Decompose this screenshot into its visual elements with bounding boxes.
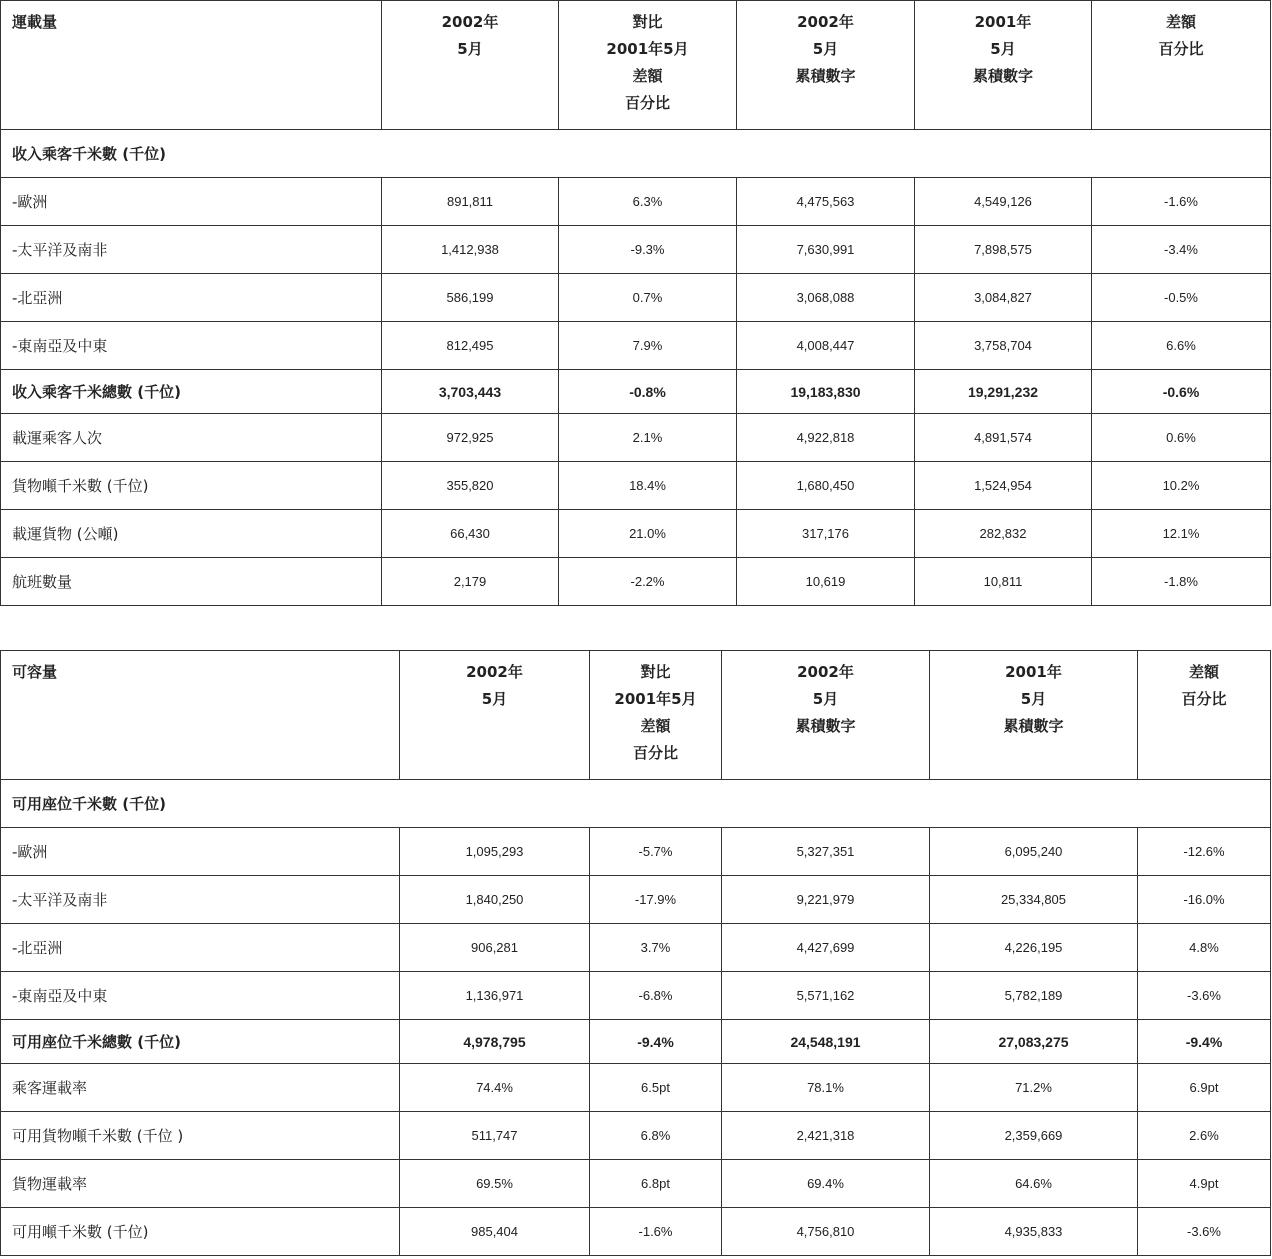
cell-value: 6.3% bbox=[559, 178, 737, 226]
cell-value: -0.6% bbox=[1092, 370, 1271, 414]
cell-value: 18.4% bbox=[559, 462, 737, 510]
cell-value: 19,291,232 bbox=[915, 370, 1092, 414]
cell-value: 2,179 bbox=[382, 558, 559, 606]
row-label: -東南亞及中東 bbox=[1, 972, 400, 1020]
table-row bbox=[1, 1112, 1271, 1160]
header-line: 差額 bbox=[1165, 13, 1196, 31]
cell-value: -16.0% bbox=[1138, 876, 1271, 924]
cell-value: 3,703,443 bbox=[382, 370, 559, 414]
cell-value: 282,832 bbox=[915, 510, 1092, 558]
cell-value: 4,935,833 bbox=[930, 1208, 1138, 1256]
cell-value: 4,549,126 bbox=[915, 178, 1092, 226]
header-line: 5月 bbox=[812, 690, 839, 708]
cell-value: -5.7% bbox=[590, 828, 722, 876]
header-line: 2002年 bbox=[797, 663, 854, 681]
cell-value: 5,571,162 bbox=[722, 972, 930, 1020]
cell-value: 78.1% bbox=[722, 1064, 930, 1112]
header-line: 運載量 bbox=[12, 13, 58, 31]
header-line: 百分比 bbox=[632, 744, 678, 762]
header-line: 2001年5月 bbox=[614, 690, 697, 708]
header-line: 百分比 bbox=[1158, 40, 1204, 58]
cell-value: 3.7% bbox=[590, 924, 722, 972]
cell-value: 69.5% bbox=[400, 1160, 590, 1208]
cell-value: 1,136,971 bbox=[400, 972, 590, 1020]
row-label: 收入乘客千米總數 (千位) bbox=[1, 370, 382, 414]
row-label: 可用貨物噸千米數 (千位 ) bbox=[1, 1112, 400, 1160]
traffic-header-change-pct bbox=[1092, 1, 1271, 130]
cell-value: 4,427,699 bbox=[722, 924, 930, 972]
row-label: 航班數量 bbox=[1, 558, 382, 606]
cell-value: 4,475,563 bbox=[737, 178, 915, 226]
capacity-section-row bbox=[1, 780, 1271, 828]
cell-value: 6.8pt bbox=[590, 1160, 722, 1208]
header-line: 百分比 bbox=[624, 94, 670, 112]
row-label: 貨物噸千米數 (千位) bbox=[1, 462, 382, 510]
cell-value: 1,840,250 bbox=[400, 876, 590, 924]
row-label: 乘客運載率 bbox=[1, 1064, 400, 1112]
cell-value: -0.5% bbox=[1092, 274, 1271, 322]
cell-value: 1,412,938 bbox=[382, 226, 559, 274]
cell-value: 0.6% bbox=[1092, 414, 1271, 462]
header-line: 累積數字 bbox=[972, 67, 1033, 85]
cell-value: 2.6% bbox=[1138, 1112, 1271, 1160]
row-label: 可用噸千米數 (千位) bbox=[1, 1208, 400, 1256]
cell-value: 4,922,818 bbox=[737, 414, 915, 462]
cell-value: 2.1% bbox=[559, 414, 737, 462]
header-line: 2001年 bbox=[974, 13, 1032, 31]
header-line: 2002年 bbox=[441, 13, 499, 31]
header-line: 5月 bbox=[1020, 690, 1047, 708]
traffic-header-cumulative-2001 bbox=[915, 1, 1092, 130]
row-label: -北亞洲 bbox=[1, 274, 382, 322]
row-label: -歐洲 bbox=[1, 178, 382, 226]
cell-value: 24,548,191 bbox=[722, 1020, 930, 1064]
table-row bbox=[1, 1160, 1271, 1208]
total-row bbox=[1, 370, 1271, 414]
traffic-header-cumulative-2002 bbox=[737, 1, 915, 130]
table-row bbox=[1, 828, 1271, 876]
cell-value: 12.1% bbox=[1092, 510, 1271, 558]
cell-value: 972,925 bbox=[382, 414, 559, 462]
cell-value: 4,891,574 bbox=[915, 414, 1092, 462]
cell-value: 5,327,351 bbox=[722, 828, 930, 876]
cell-value: 3,758,704 bbox=[915, 322, 1092, 370]
cell-value: -3.6% bbox=[1138, 1208, 1271, 1256]
cell-value: 10.2% bbox=[1092, 462, 1271, 510]
cell-value: -3.6% bbox=[1138, 972, 1271, 1020]
row-label: 載運乘客人次 bbox=[1, 414, 382, 462]
header-line: 2002年 bbox=[797, 13, 854, 31]
cell-value: 10,619 bbox=[737, 558, 915, 606]
cell-value: 6.5pt bbox=[590, 1064, 722, 1112]
cell-value: 7,630,991 bbox=[737, 226, 915, 274]
table-row bbox=[1, 1064, 1271, 1112]
traffic-header-change-vs-2001 bbox=[559, 1, 737, 130]
cell-value: 4.9pt bbox=[1138, 1160, 1271, 1208]
cell-value: 4,756,810 bbox=[722, 1208, 930, 1256]
row-label: -東南亞及中東 bbox=[1, 322, 382, 370]
row-label: 載運貨物 (公噸) bbox=[1, 510, 382, 558]
header-line: 2001年5月 bbox=[606, 40, 689, 58]
header-line: 5月 bbox=[812, 40, 839, 58]
table-row bbox=[1, 876, 1271, 924]
cell-value: 64.6% bbox=[930, 1160, 1138, 1208]
capacity-table bbox=[0, 650, 1271, 1256]
capacity-header-cumulative-2001 bbox=[930, 651, 1138, 780]
cell-value: -0.8% bbox=[559, 370, 737, 414]
cell-value: -1.6% bbox=[1092, 178, 1271, 226]
cell-value: 906,281 bbox=[400, 924, 590, 972]
cell-value: 511,747 bbox=[400, 1112, 590, 1160]
capacity-header-may-2002 bbox=[400, 651, 590, 780]
cell-value: -9.4% bbox=[590, 1020, 722, 1064]
cell-value: 7.9% bbox=[559, 322, 737, 370]
header-line: 累積數字 bbox=[795, 67, 856, 85]
header-line: 對比 bbox=[640, 663, 671, 681]
header-line: 累積數字 bbox=[795, 717, 856, 735]
table-row bbox=[1, 558, 1271, 606]
header-line: 5月 bbox=[457, 40, 483, 58]
cell-value: -12.6% bbox=[1138, 828, 1271, 876]
capacity-header-label bbox=[1, 651, 400, 780]
cell-value: 69.4% bbox=[722, 1160, 930, 1208]
header-line: 2001年 bbox=[1005, 663, 1062, 681]
cell-value: 1,680,450 bbox=[737, 462, 915, 510]
header-line: 2002年 bbox=[466, 663, 523, 681]
cell-value: 891,811 bbox=[382, 178, 559, 226]
row-label: -太平洋及南非 bbox=[1, 876, 400, 924]
row-label: 貨物運載率 bbox=[1, 1160, 400, 1208]
cell-value: -1.6% bbox=[590, 1208, 722, 1256]
table-row bbox=[1, 462, 1271, 510]
cell-value: 25,334,805 bbox=[930, 876, 1138, 924]
traffic-section-row bbox=[1, 130, 1271, 178]
section-title: 收入乘客千米數 (千位) bbox=[1, 130, 1271, 178]
traffic-table bbox=[0, 0, 1271, 606]
cell-value: 1,095,293 bbox=[400, 828, 590, 876]
cell-value: 4,978,795 bbox=[400, 1020, 590, 1064]
cell-value: -9.4% bbox=[1138, 1020, 1271, 1064]
cell-value: 0.7% bbox=[559, 274, 737, 322]
cell-value: 985,404 bbox=[400, 1208, 590, 1256]
cell-value: -2.2% bbox=[559, 558, 737, 606]
capacity-header-change-vs-2001 bbox=[590, 651, 722, 780]
cell-value: 812,495 bbox=[382, 322, 559, 370]
total-row bbox=[1, 1020, 1271, 1064]
table-row bbox=[1, 178, 1271, 226]
cell-value: 3,084,827 bbox=[915, 274, 1092, 322]
cell-value: 7,898,575 bbox=[915, 226, 1092, 274]
header-line: 差額 bbox=[632, 67, 663, 85]
header-line: 差額 bbox=[640, 717, 671, 735]
cell-value: 4,008,447 bbox=[737, 322, 915, 370]
table-row bbox=[1, 510, 1271, 558]
table-row bbox=[1, 322, 1271, 370]
cell-value: 317,176 bbox=[737, 510, 915, 558]
cell-value: 19,183,830 bbox=[737, 370, 915, 414]
cell-value: 21.0% bbox=[559, 510, 737, 558]
cell-value: 586,199 bbox=[382, 274, 559, 322]
header-line: 百分比 bbox=[1181, 690, 1227, 708]
cell-value: 2,421,318 bbox=[722, 1112, 930, 1160]
cell-value: 74.4% bbox=[400, 1064, 590, 1112]
cell-value: 1,524,954 bbox=[915, 462, 1092, 510]
section-title: 可用座位千米數 (千位) bbox=[1, 780, 1271, 828]
cell-value: -17.9% bbox=[590, 876, 722, 924]
table-row bbox=[1, 972, 1271, 1020]
table-row bbox=[1, 414, 1271, 462]
cell-value: 71.2% bbox=[930, 1064, 1138, 1112]
cell-value: 27,083,275 bbox=[930, 1020, 1138, 1064]
cell-value: 66,430 bbox=[382, 510, 559, 558]
cell-value: 4.8% bbox=[1138, 924, 1271, 972]
header-line: 5月 bbox=[481, 690, 508, 708]
cell-value: 9,221,979 bbox=[722, 876, 930, 924]
header-line: 對比 bbox=[632, 13, 663, 31]
traffic-header-may-2002 bbox=[382, 1, 559, 130]
row-label: 可用座位千米總數 (千位) bbox=[1, 1020, 400, 1064]
row-label: -太平洋及南非 bbox=[1, 226, 382, 274]
cell-value: -6.8% bbox=[590, 972, 722, 1020]
cell-value: 5,782,189 bbox=[930, 972, 1138, 1020]
cell-value: 6,095,240 bbox=[930, 828, 1138, 876]
cell-value: 4,226,195 bbox=[930, 924, 1138, 972]
cell-value: 6.9pt bbox=[1138, 1064, 1271, 1112]
cell-value: -1.8% bbox=[1092, 558, 1271, 606]
table-row bbox=[1, 1208, 1271, 1256]
traffic-header-row bbox=[1, 1, 1271, 130]
table-row bbox=[1, 924, 1271, 972]
capacity-header-row bbox=[1, 651, 1271, 780]
cell-value: 3,068,088 bbox=[737, 274, 915, 322]
table-row bbox=[1, 226, 1271, 274]
cell-value: -9.3% bbox=[559, 226, 737, 274]
header-line: 差額 bbox=[1188, 663, 1219, 681]
header-line: 累積數字 bbox=[1003, 717, 1064, 735]
row-label: -北亞洲 bbox=[1, 924, 400, 972]
cell-value: 6.6% bbox=[1092, 322, 1271, 370]
cell-value: -3.4% bbox=[1092, 226, 1271, 274]
header-line: 可容量 bbox=[12, 663, 58, 681]
cell-value: 355,820 bbox=[382, 462, 559, 510]
capacity-header-change-pct bbox=[1138, 651, 1271, 780]
header-line: 5月 bbox=[990, 40, 1016, 58]
row-label: -歐洲 bbox=[1, 828, 400, 876]
capacity-header-cumulative-2002 bbox=[722, 651, 930, 780]
cell-value: 6.8% bbox=[590, 1112, 722, 1160]
cell-value: 2,359,669 bbox=[930, 1112, 1138, 1160]
table-row bbox=[1, 274, 1271, 322]
cell-value: 10,811 bbox=[915, 558, 1092, 606]
traffic-header-label bbox=[1, 1, 382, 130]
